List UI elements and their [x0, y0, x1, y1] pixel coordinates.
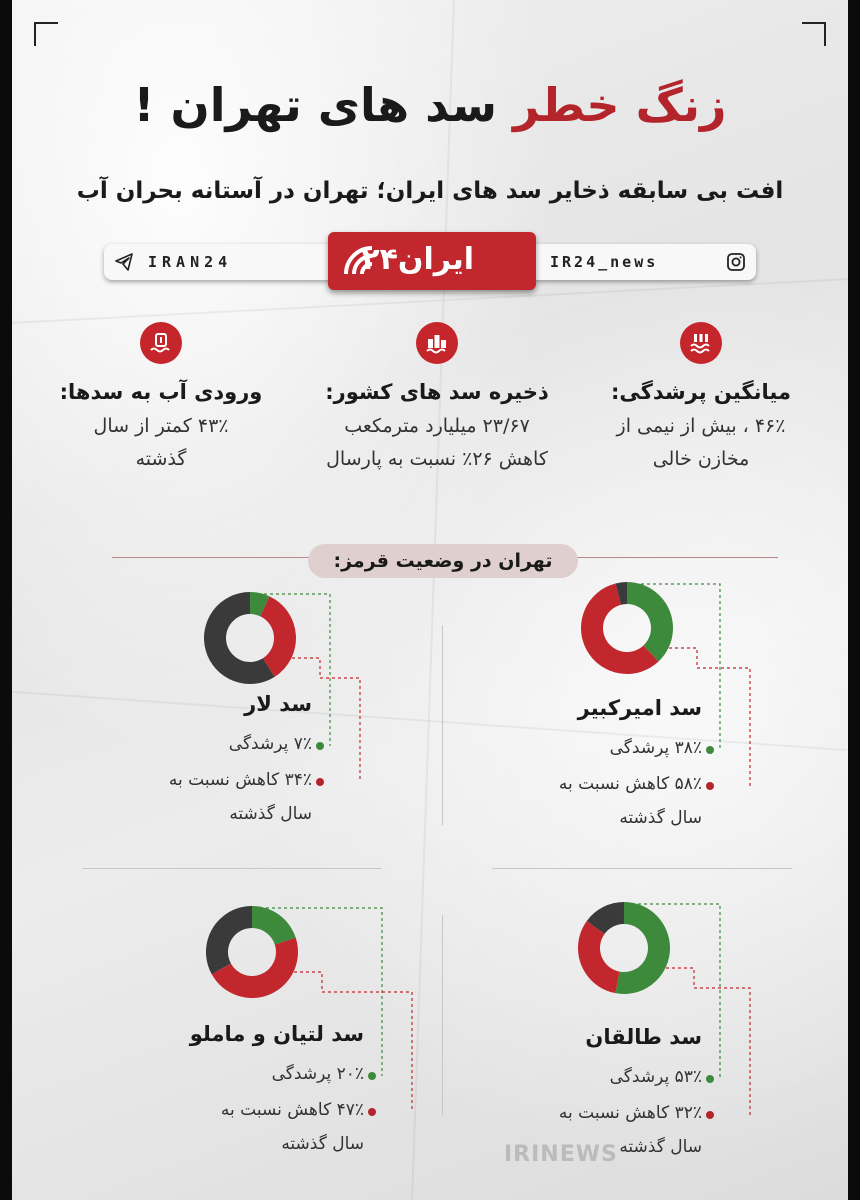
stat-title: ذخیره سد های کشور: [325, 380, 549, 404]
dam-decline-label: ۴۷٪ کاهش نسبت به [220, 1100, 364, 1120]
dam-decline-label: ۵۸٪ کاهش نسبت به [558, 774, 702, 794]
dam-decline-label-cont: سال گذشته [229, 804, 312, 824]
stat-line: گذشته [135, 448, 187, 470]
fill-marker-dot [368, 1072, 376, 1080]
dam-name: سد امیرکبیر [577, 696, 702, 720]
stat-line: ۴۳٪ کمتر از سال [93, 415, 229, 437]
stat-title: ورودی آب به سدها: [59, 380, 263, 404]
leader-lines [12, 0, 848, 1200]
stat-title: میانگین پرشدگی: [611, 380, 791, 404]
dam-fill-label: ۳۸٪ پرشدگی [609, 738, 702, 758]
dam-decline-label-cont: سال گذشته [281, 1134, 364, 1154]
poster-background [12, 0, 848, 1200]
dam-decline-label: ۳۴٪ کاهش نسبت به [168, 770, 312, 790]
dam-name: سد لار [244, 692, 312, 716]
dam-decline-label: ۳۲٪ کاهش نسبت به [558, 1103, 702, 1123]
dam-decline-label-cont: سال گذشته [619, 808, 702, 828]
title-accent: زنگ خطر [513, 78, 727, 132]
telegram-handle[interactable]: IRAN24 [148, 253, 233, 271]
dam-fill-label: ۵۳٪ پرشدگی [609, 1067, 702, 1087]
page-subtitle: افت بی سابقه ذخایر سد های ایران؛ تهران در آستانه بحران آب [76, 178, 784, 204]
section-label: تهران در وضعیت قرمز: [308, 544, 578, 578]
dam-name: سد لتیان و ماملو [189, 1022, 364, 1046]
logo-text: ایران۲۴ [361, 242, 474, 277]
stat-line: مخازن خالی [652, 448, 750, 470]
stat-line: ۲۳/۶۷ میلیارد مترمکعب [344, 415, 530, 437]
decline-marker-dot [368, 1108, 376, 1116]
dam-fill-label: ۷٪ پرشدگی [228, 734, 312, 754]
stat-line: ۴۶٪ ، بیش از نیمی از [616, 415, 786, 437]
dam-name: سد طالقان [585, 1025, 702, 1049]
stat-line: کاهش ۲۶٪ نسبت به پارسال [326, 448, 548, 470]
instagram-handle[interactable]: IR24_news [550, 253, 659, 271]
watermark-logo: IRINEWS [504, 1142, 618, 1167]
dam-fill-label: ۲۰٪ پرشدگی [271, 1064, 364, 1084]
dam-decline-label-cont: سال گذشته [619, 1137, 702, 1157]
title-main: سد های تهران ! [133, 78, 497, 132]
